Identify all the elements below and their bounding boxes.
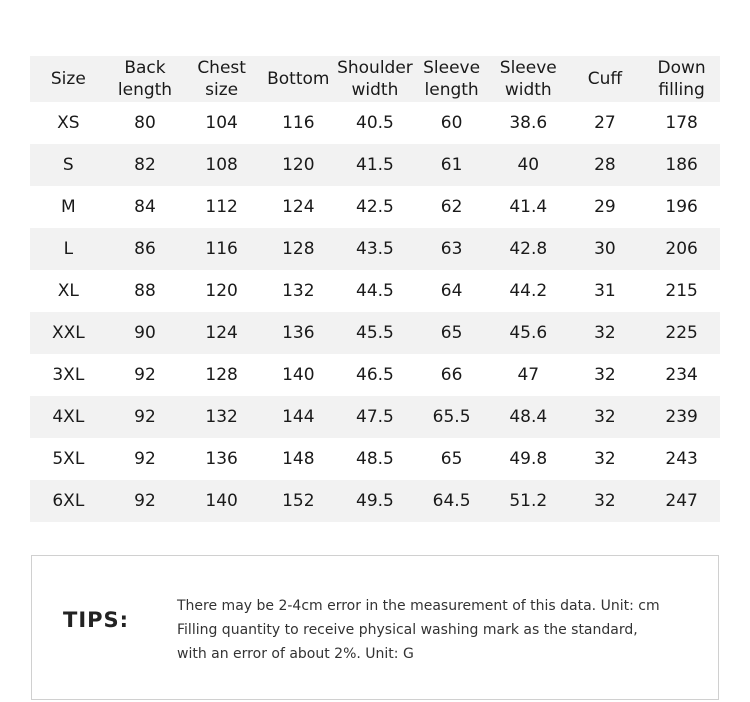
table-cell-cuff: 28 <box>594 155 616 175</box>
table-cell-down-filling: 239 <box>665 407 698 427</box>
table-cell-cuff: 29 <box>594 197 616 217</box>
tips-label: TIPS: <box>63 608 130 632</box>
table-cell-chest-size: 120 <box>205 281 238 301</box>
column-header-cuff <box>567 56 644 102</box>
table-cell-sleeve-length: 60 <box>440 113 463 133</box>
table-cell-shoulder-width: 41.5 <box>356 155 394 175</box>
table-cell-sleeve-length: 64 <box>440 281 463 301</box>
table-cell-down-filling: 206 <box>665 239 698 259</box>
table-cell-shoulder-width: 40.5 <box>356 113 394 133</box>
table-cell-shoulder-width: 44.5 <box>356 281 394 301</box>
table-cell-sleeve-length: 66 <box>440 365 463 385</box>
table-cell-chest-size: 140 <box>205 491 238 511</box>
table-cell-chest-size: 132 <box>205 407 238 427</box>
column-header-text: filling <box>658 80 705 100</box>
table-cell-bottom: 140 <box>282 365 315 385</box>
table-cell-sleeve-length: 63 <box>440 239 463 259</box>
table-cell-size: 4XL <box>52 407 85 427</box>
table-cell-cuff: 32 <box>594 407 616 427</box>
column-header-bottom <box>260 56 337 102</box>
table-cell-shoulder-width: 47.5 <box>356 407 394 427</box>
table-cell-down-filling: 234 <box>665 365 698 385</box>
table-cell-shoulder-width: 48.5 <box>356 449 394 469</box>
table-cell-down-filling: 225 <box>665 323 698 343</box>
table-cell-back-length: 82 <box>134 155 156 175</box>
table-cell-shoulder-width: 49.5 <box>356 491 394 511</box>
table-cell-sleeve-width: 38.6 <box>509 113 548 133</box>
table-row <box>30 438 720 480</box>
table-cell-chest-size: 128 <box>205 365 238 385</box>
table-cell-sleeve-width: 42.8 <box>509 239 548 259</box>
table-cell-size: M <box>60 197 76 217</box>
table-cell-shoulder-width: 42.5 <box>356 197 394 217</box>
column-header-text: Chest <box>197 58 246 78</box>
table-cell-chest-size: 104 <box>205 113 238 133</box>
table-row <box>30 480 720 522</box>
table-cell-sleeve-length: 61 <box>440 155 463 175</box>
table-cell-size: 5XL <box>52 449 85 469</box>
table-cell-chest-size: 124 <box>205 323 238 343</box>
table-cell-bottom: 116 <box>282 113 315 133</box>
table-row <box>30 396 720 438</box>
tips-panel <box>31 555 719 700</box>
table-row <box>30 312 720 354</box>
table-cell-sleeve-length: 65 <box>440 323 463 343</box>
table-cell-shoulder-width: 46.5 <box>356 365 394 385</box>
column-header-text: Bottom <box>267 69 330 89</box>
table-cell-shoulder-width: 43.5 <box>356 239 394 259</box>
table-cell-shoulder-width: 45.5 <box>356 323 394 343</box>
table-cell-bottom: 148 <box>282 449 315 469</box>
column-header-text: Down <box>657 58 706 78</box>
column-header-text: length <box>424 80 479 100</box>
table-row <box>30 270 720 312</box>
table-cell-sleeve-length: 65 <box>440 449 463 469</box>
column-header-text: Size <box>50 69 86 89</box>
table-cell-size: 6XL <box>52 491 85 511</box>
table-cell-sleeve-width: 47 <box>517 365 540 385</box>
table-cell-bottom: 132 <box>282 281 315 301</box>
table-cell-down-filling: 215 <box>665 281 698 301</box>
table-cell-down-filling: 247 <box>665 491 698 511</box>
table-cell-cuff: 31 <box>594 281 616 301</box>
column-header-text: length <box>117 80 173 100</box>
size-chart-table <box>30 56 720 522</box>
table-cell-sleeve-width: 40 <box>517 155 540 175</box>
table-cell-sleeve-length: 65.5 <box>432 407 471 427</box>
column-header-text: Cuff <box>587 69 623 89</box>
table-cell-down-filling: 196 <box>665 197 698 217</box>
table-cell-size: XS <box>57 113 80 133</box>
table-cell-chest-size: 116 <box>205 239 238 259</box>
tips-line: with an error of about 2%. Unit: G <box>177 646 414 662</box>
table-cell-sleeve-width: 51.2 <box>509 491 548 511</box>
table-cell-back-length: 92 <box>134 365 156 385</box>
table-cell-cuff: 32 <box>594 491 616 511</box>
table-cell-bottom: 152 <box>282 491 315 511</box>
table-cell-back-length: 92 <box>134 491 156 511</box>
table-cell-back-length: 92 <box>134 449 156 469</box>
column-header-text: width <box>504 80 552 100</box>
table-cell-chest-size: 108 <box>205 155 238 175</box>
column-header-text: Back <box>124 58 166 78</box>
table-row <box>30 102 720 144</box>
table-cell-down-filling: 186 <box>665 155 698 175</box>
size-chart-body <box>30 102 720 522</box>
column-header-chest-size <box>183 56 260 102</box>
size-chart-header <box>30 56 720 102</box>
table-cell-sleeve-width: 41.4 <box>509 197 548 217</box>
column-header-text: Sleeve <box>499 58 557 78</box>
table-cell-bottom: 144 <box>282 407 315 427</box>
table-cell-chest-size: 112 <box>205 197 238 217</box>
table-cell-size: L <box>63 239 74 259</box>
table-cell-sleeve-length: 62 <box>440 197 463 217</box>
table-cell-size: 3XL <box>52 365 85 385</box>
table-row <box>30 186 720 228</box>
table-cell-sleeve-length: 64.5 <box>432 491 471 511</box>
table-cell-down-filling: 178 <box>665 113 698 133</box>
tips-line: There may be 2-4cm error in the measurement of this data. Unit: cm <box>177 598 660 614</box>
table-cell-size: S <box>62 155 74 175</box>
table-cell-back-length: 84 <box>134 197 156 217</box>
table-cell-size: XL <box>57 281 79 301</box>
table-cell-bottom: 120 <box>282 155 315 175</box>
table-cell-back-length: 92 <box>134 407 156 427</box>
table-cell-back-length: 86 <box>134 239 156 259</box>
table-cell-bottom: 128 <box>282 239 315 259</box>
table-cell-cuff: 27 <box>594 113 616 133</box>
table-cell-cuff: 32 <box>594 449 616 469</box>
table-cell-sleeve-width: 45.6 <box>509 323 548 343</box>
column-header-text: Shoulder <box>337 58 413 78</box>
column-header-text: Sleeve <box>423 58 481 78</box>
table-cell-back-length: 80 <box>134 113 156 133</box>
column-header-down-filling <box>643 56 720 102</box>
table-cell-cuff: 32 <box>594 365 616 385</box>
table-cell-cuff: 32 <box>594 323 616 343</box>
table-row <box>30 144 720 186</box>
column-header-shoulder-width <box>337 56 414 102</box>
column-header-text: width <box>351 80 399 100</box>
table-cell-size: XXL <box>51 323 85 343</box>
table-cell-sleeve-width: 44.2 <box>509 281 548 301</box>
table-cell-back-length: 90 <box>134 323 156 343</box>
tips-line: Filling quantity to receive physical washing mark as the standard, <box>177 622 638 638</box>
table-cell-bottom: 124 <box>282 197 315 217</box>
table-cell-bottom: 136 <box>282 323 315 343</box>
table-cell-sleeve-width: 48.4 <box>509 407 548 427</box>
table-row <box>30 228 720 270</box>
tips-text <box>177 594 660 666</box>
table-cell-chest-size: 136 <box>205 449 238 469</box>
column-header-text: size <box>205 80 239 100</box>
column-header-sleeve-width <box>490 56 567 102</box>
table-row <box>30 354 720 396</box>
table-cell-sleeve-width: 49.8 <box>509 449 548 469</box>
table-cell-down-filling: 243 <box>665 449 698 469</box>
table-cell-back-length: 88 <box>134 281 156 301</box>
table-cell-cuff: 30 <box>594 239 616 259</box>
column-header-size <box>30 56 107 102</box>
column-header-back-length <box>107 56 184 102</box>
column-header-sleeve-length <box>413 56 490 102</box>
header-row <box>30 56 720 102</box>
